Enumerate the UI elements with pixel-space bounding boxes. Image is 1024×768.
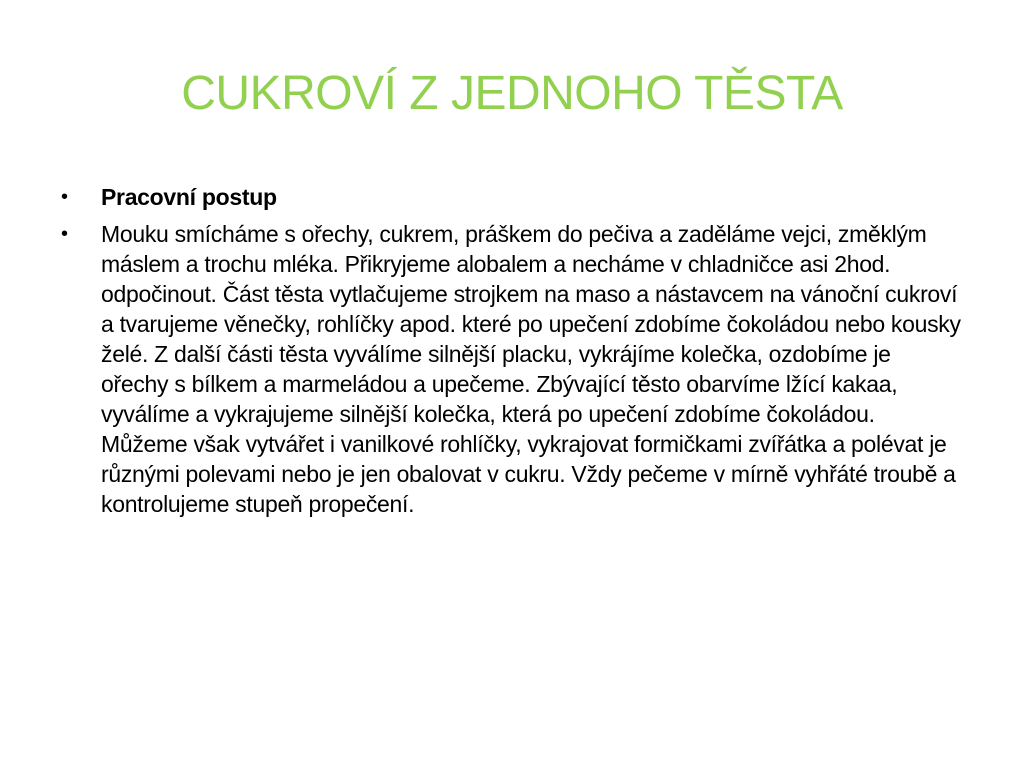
section-heading: Pracovní postup xyxy=(101,184,277,210)
bullet-icon: • xyxy=(61,223,68,245)
bullet-icon: • xyxy=(61,186,68,208)
slide-title: CUKROVÍ Z JEDNOHO TĚSTA xyxy=(181,67,843,120)
bullet-list xyxy=(51,182,961,526)
list-item xyxy=(51,182,961,212)
list-item xyxy=(51,219,961,519)
procedure-text: Mouku smícháme s ořechy, cukrem, práškem do pečiva a zaděláme vejci, změklým máslem a trochu mléka. Přikryjeme alobalem a necháme v chladničce asi 2hod. odpočinout. Část těsta vytlačujeme strojkem na maso a nástavcem na vánoční cukroví a tvarujeme věnečky, rohlíčky apod. které po upečení zdobíme čokoládou nebo kousky želé. Z další části těsta vyválíme silnější placku, vykrájíme kolečka, ozdobíme je ořechy s bílkem a marmeládou a upečeme. Zbývající těsto obarvíme lžící kakaa, vyválíme a vykrajujeme silnější kolečka, která po upečení zdobíme čokoládou. Můžeme však vytvářet i vanilkové rohlíčky, vykrajovat formičkami zvířátka a polévat je různými polevami nebo je jen obalovat v cukru. Vždy pečeme v mírně vyhřáté troubě a kontrolujeme stupeň propečení. xyxy=(101,221,961,517)
